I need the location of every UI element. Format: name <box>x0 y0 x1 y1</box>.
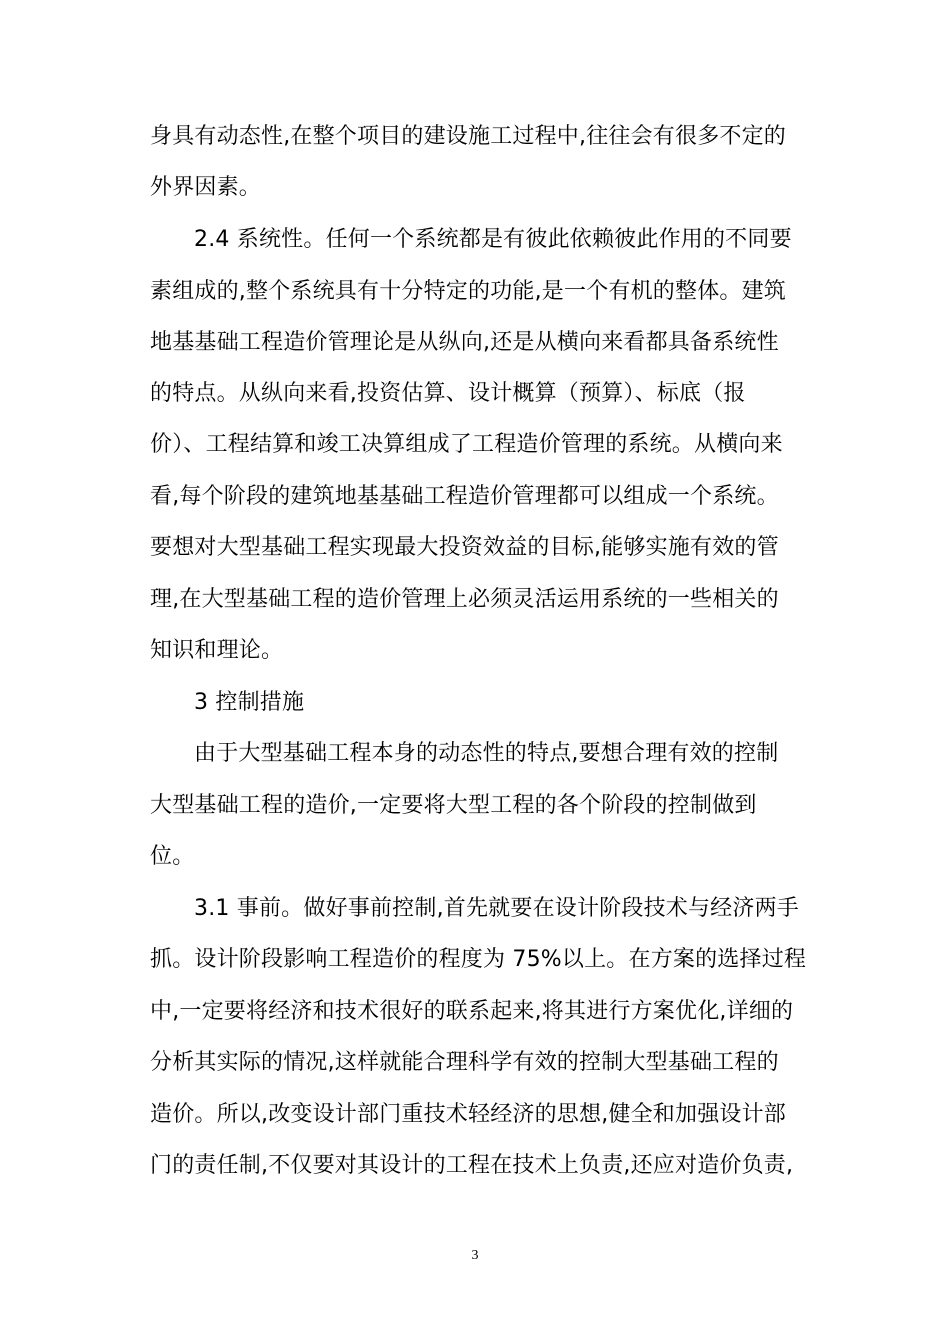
text-line-1: 身具有动态性,在整个项目的建设施工过程中,往往会有很多不定的 <box>150 124 786 149</box>
text-line-4: 素组成的,整个系统具有十分特定的功能,是一个有机的整体。建筑 <box>150 279 786 304</box>
text-line-8: 看,每个阶段的建筑地基基础工程造价管理都可以组成一个系统。 <box>150 484 779 509</box>
text-line-6: 的特点。从纵向来看,投资估算、设计概算（预算）、标底（报 <box>150 381 746 406</box>
page-number: 3 <box>471 1248 479 1263</box>
section-2-4-line-1: 2.4 系统性。任何一个系统都是有彼此依赖彼此作用的不同要 <box>194 227 792 252</box>
text-line-17: 抓。设计阶段影响工程造价的程度为 75%以上。在方案的选择过程 <box>150 947 807 972</box>
section-3-heading: 3 控制措施 <box>194 690 305 715</box>
text-line-13: 由于大型基础工程本身的动态性的特点,要想合理有效的控制 <box>194 741 779 766</box>
section-3-1-line-1: 3.1 事前。做好事前控制,首先就要在设计阶段技术与经济两手 <box>194 896 799 921</box>
text-line-19: 分析其实际的情况,这样就能合理科学有效的控制大型基础工程的 <box>150 1050 779 1075</box>
text-line-20: 造价。所以,改变设计部门重技术轻经济的思想,健全和加强设计部 <box>150 1102 786 1127</box>
text-line-18: 中,一定要将经济和技术很好的联系起来,将其进行方案优化,详细的 <box>150 999 794 1024</box>
text-line-15: 位。 <box>150 844 195 869</box>
text-line-21: 门的责任制,不仅要对其设计的工程在技术上负责,还应对造价负责, <box>150 1153 794 1178</box>
text-line-5: 地基基础工程造价管理论是从纵向,还是从横向来看都具备系统性 <box>150 330 779 355</box>
text-line-2: 外界因素。 <box>150 175 262 200</box>
text-line-10: 理,在大型基础工程的造价管理上必须灵活运用系统的一些相关的 <box>150 587 779 612</box>
text-line-14: 大型基础工程的造价,一定要将大型工程的各个阶段的控制做到 <box>150 793 757 818</box>
text-line-7: 价）、工程结算和竣工决算组成了工程造价管理的系统。从横向来 <box>150 432 783 457</box>
text-line-9: 要想对大型基础工程实现最大投资效益的目标,能够实施有效的管 <box>150 535 779 560</box>
text-line-11: 知识和理论。 <box>150 638 284 663</box>
